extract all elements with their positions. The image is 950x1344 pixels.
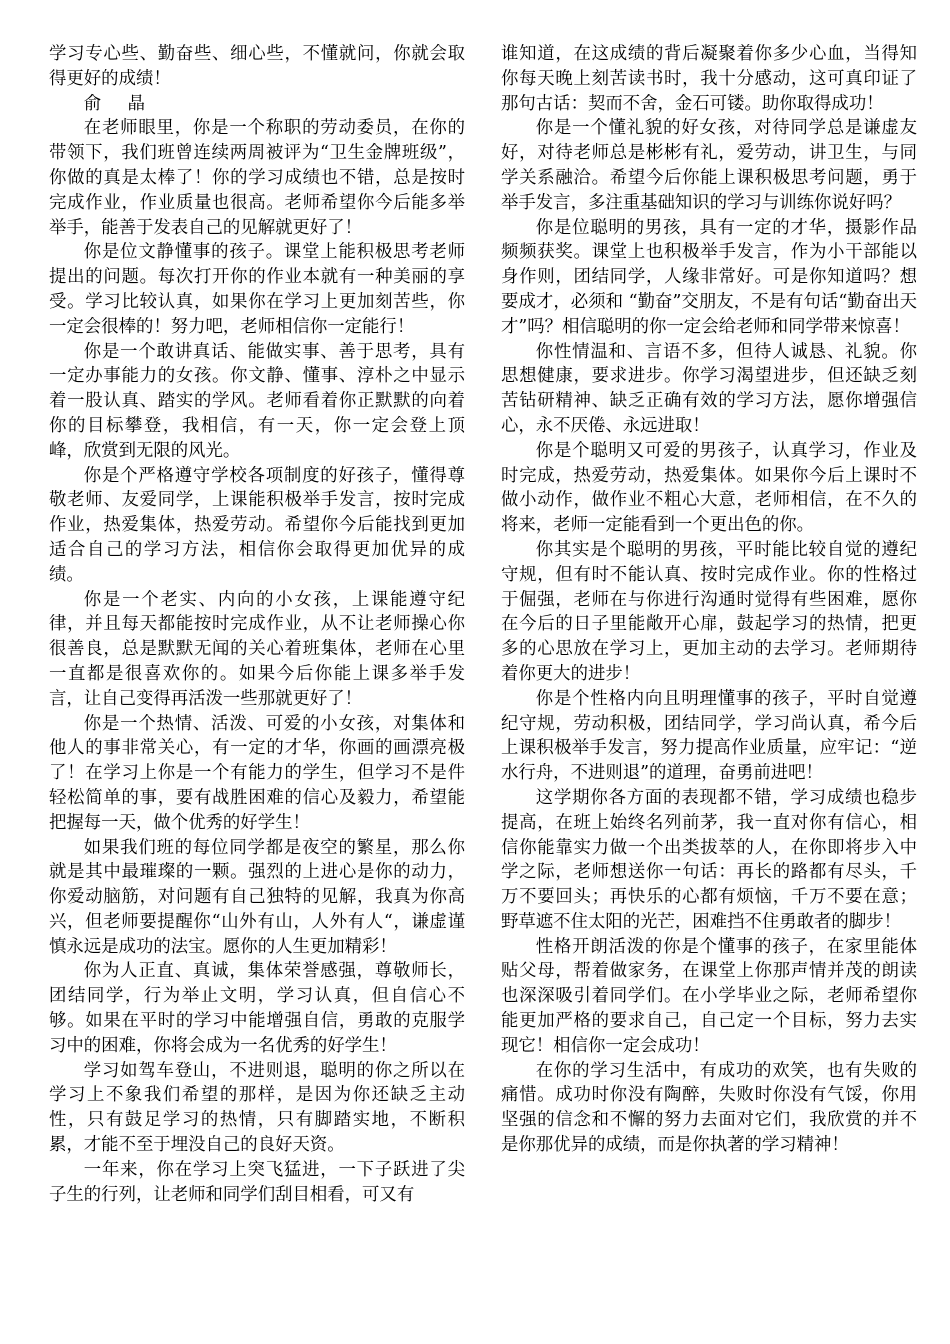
comment-paragraph: 你性情温和、言语不多，但待人诚恳、礼貌。你思想健康，要求进步。你学习渴望进步，但还缺乏刻苦钻研精神、缺乏正确有效的学习方法，愿你增强信心，永不厌倦、永远进取！: [501, 341, 917, 436]
comment-paragraph: 一年来，你在学习上突飞猛进，一下子跃进了尖子生的行列，让老师和同学们刮目相看，可又有: [49, 1159, 465, 1205]
comment-paragraph: 你是一个老实、内向的小女孩，上课能遵守纪律，并且每天都能按时完成作业，从不让老师操心你很善良，总是默默无闻的关心着班集体，老师在心里一直都是很喜欢你的。如果今后你能上课多举手发言，让自己变得再活泼一些那就更好了！: [49, 589, 465, 709]
right-column: [501, 42, 917, 1158]
comment-paragraph: 你为人正直、真诚，集体荣誉感强，尊敬师长，团结同学，行为举止文明，学习认真，但自信心不够。如果在平时的学习中能增强自信，勇敢的克服学习中的困难，你将会成为一名优秀的好学生！: [49, 961, 465, 1056]
comment-paragraph: 你是个聪明又可爱的男孩子，认真学习，作业及时完成，热爱劳动，热爱集体。如果你今后上课时不做小动作，做作业不粗心大意，老师相信，在不久的将来，老师一定能看到一个更出色的你。: [501, 440, 917, 536]
paragraph-continued: 谁知道，在这成绩的背后凝聚着你多少心血，当得知你每天晚上刻苦读书时，我十分感动，这可真印证了那句古话：契而不舍，金石可镂。助你取得成功！: [501, 44, 917, 114]
comment-paragraph: 你是一个热情、活泼、可爱的小女孩，对集体和他人的事非常关心，有一定的才华，你画的画漂亮极了！在学习上你是一个有能力的学生，但学习不是件轻松简单的事，要有战胜困难的信心及毅力，希望能把握每一天，做个优秀的好学生！: [49, 713, 465, 833]
comment-paragraph: 在你的学习生活中，有成功的欢笑，也有失败的痛惜。成功时你没有陶醉，失败时你没有气馁，你用坚强的信念和不懈的努力去面对它们，我欣赏的并不是你那优异的成绩，而是你执著的学习精神！: [501, 1060, 917, 1156]
comment-paragraph: 学习如驾车登山，不进则退，聪明的你之所以在学习上不象我们希望的那样，是因为你还缺乏主动性，只有鼓足学习的热情，只有脚踏实地，不断积累，才能不至于埋没自己的良好天资。: [49, 1060, 465, 1156]
comment-paragraph: 在老师眼里，你是一个称职的劳动委员，在你的带领下，我们班曾连续两周被评为“卫生金牌班级”，你做的真是太棒了！你的学习成绩也不错，总是按时完成作业，作业质量也很高。老师希望你今后能多举举手，能善于发表自己的见解就更好了！: [49, 118, 465, 238]
comment-paragraph: 你是位文静懂事的孩子。课堂上能积极思考老师提出的问题。每次打开你的作业本就有一种美丽的享受。学习比较认真，如果你在学习上更加刻苦些，你一定会很棒的！努力吧，老师相信你一定能行！: [49, 242, 465, 337]
comment-paragraph: 你是个严格遵守学校各项制度的好孩子，懂得尊敬老师、友爱同学，上课能积极举手发言，按时完成作业，热爱集体，热爱劳动。希望你今后能找到更加适合自己的学习方法，相信你会取得更加优异的成绩。: [49, 465, 465, 585]
comment-paragraph: 这学期你各方面的表现都不错，学习成绩也稳步提高，在班上始终名列前茅，我一直对你有信心，相信你能靠实力做一个出类拔萃的人，在你即将步入中学之际，老师想送你一句话：再长的路都有尽头，千万不要回头；再快乐的心都有烦恼，千万不要在意；野草遮不住太阳的光芒，困难挡不住勇敢者的脚步！: [501, 787, 917, 932]
comment-paragraph: 性格开朗活泼的你是个懂事的孩子，在家里能体贴父母，帮着做家务，在课堂上你那声情并茂的朗读也深深吸引着同学们。在小学毕业之际，老师希望你能更加严格的要求自己，自己定一个目标，努力去实现它！相信你一定会成功！: [501, 936, 917, 1056]
left-column: [49, 42, 465, 1207]
comment-paragraph: 你是一个懂礼貌的好女孩，对待同学总是谦虚友好，对待老师总是彬彬有礼，爱劳动，讲卫生，与同学关系融洽。希望今后你能上课积极思考问题，勇于举手发言，多注重基础知识的学习与训练你说好吗？: [501, 118, 917, 213]
comment-paragraph: 你其实是个聪明的男孩，平时能比较自觉的遵纪守规，但有时不能认真、按时完成作业。你的性格过于倔强，老师在与你进行沟通时觉得有些困难，愿你在今后的日子里能敞开心扉，鼓起学习的热情，把更多的心思放在学习上，更加主动的去学习。老师期待着你更大的进步！: [501, 539, 917, 684]
comment-paragraph: 你是位聪明的男孩，具有一定的才华，摄影作品频频获奖。课堂上也积极举手发言，作为小干部能以身作则，团结同学，人缘非常好。可是你知道吗？想要成才，必须和 “勤奋”交朋友，不是有句话“勤奋出天才”吗？相信聪明的你一定会给老师和同学带来惊喜！: [501, 217, 917, 337]
comment-paragraph: 你是一个敢讲真话、能做实事、善于思考，具有一定办事能力的女孩。你文静、懂事、淳朴之中显示着一股认真、踏实的学风。老师看着你正默默的向着你的目标攀登，我相信，有一天，你一定会登上顶峰，欣赏到无限的风光。: [49, 341, 465, 461]
comment-paragraph: 你是个性格内向且明理懂事的孩子，平时自觉遵纪守规，劳动积极，团结同学，学习尚认真，希今后上课积极举手发言，努力提高作业质量，应牢记：“逆水行舟，不进则退”的道理，奋勇前进吧！: [501, 688, 917, 784]
paragraph-continued: 学习专心些、勤奋些、细心些，不懂就问，你就会取得更好的成绩！: [49, 44, 465, 89]
comment-paragraph: 如果我们班的每位同学都是夜空的繁星，那么你就是其中最璀璨的一颗。强烈的上进心是你的动力，你爱动脑筋，对问题有自己独特的见解，我真为你高兴，但老师要提醒你“山外有山，人外有人“，谦虚谨慎永远是成功的法宝。愿你的人生更加精彩！: [49, 837, 465, 957]
student-name: 俞 晶: [83, 93, 156, 114]
